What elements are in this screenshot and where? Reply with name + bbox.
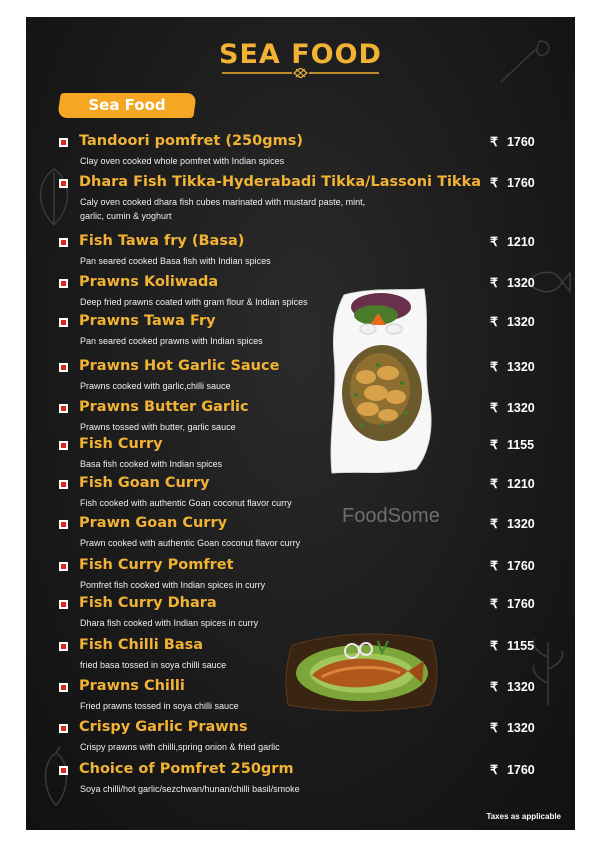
currency-symbol: ₹ [490, 517, 498, 531]
currency-symbol: ₹ [490, 763, 498, 777]
bullet-icon [59, 600, 68, 609]
item-price-value: 1210 [506, 235, 535, 249]
item-price [490, 558, 535, 573]
currency-symbol: ₹ [490, 360, 498, 374]
prawns-plate-image [326, 285, 436, 477]
item-name: Fish Curry [79, 436, 163, 452]
item-price [490, 437, 534, 452]
taxes-note: Taxes as applicable [486, 812, 561, 821]
bullet-icon [59, 279, 68, 288]
item-name: Fish Goan Curry [79, 475, 210, 491]
item-price [490, 175, 535, 190]
item-name: Fish Chilli Basa [79, 637, 204, 653]
bullet-icon [59, 238, 68, 247]
currency-symbol: ₹ [490, 559, 498, 573]
section-tag-label: Sea Food [88, 96, 166, 114]
item-price [490, 638, 534, 653]
bullet-icon [59, 480, 68, 489]
item-description: Pan seared cooked Basa ﬁsh with Indian spices [80, 256, 271, 266]
item-description: Fried prawns tossed in soya chilli sauce [80, 701, 239, 711]
currency-symbol: ₹ [490, 401, 498, 415]
item-price-value: 1210 [506, 477, 535, 491]
item-name: Fish Tawa fry (Basa) [79, 233, 245, 249]
currency-symbol: ₹ [490, 235, 498, 249]
item-price-value: 1760 [506, 176, 535, 190]
item-price-value: 1760 [506, 597, 535, 611]
item-description: Prawns tossed with butter, garlic sauce [80, 422, 236, 432]
bullet-icon [59, 642, 68, 651]
item-description: Basa ﬁsh cooked with Indian spices [80, 459, 223, 469]
item-price-value: 1155 [506, 438, 535, 452]
item-description: Deep fried prawns coated with gram ﬂour & Indian spices [80, 297, 308, 307]
item-price [490, 476, 535, 491]
item-name: Fish Curry Pomfret [79, 557, 234, 573]
bullet-icon [59, 441, 68, 450]
item-price [490, 762, 535, 777]
menu-board [26, 17, 575, 830]
item-description: Prawn cooked with authentic Goan coconut ﬂavor curry [80, 538, 301, 548]
item-price-value: 1320 [506, 315, 535, 329]
currency-symbol: ₹ [490, 315, 498, 329]
leaf-doodle-icon [34, 167, 74, 227]
item-description: Dhara ﬁsh cooked with Indian spices in curry [80, 618, 259, 628]
currency-symbol: ₹ [490, 276, 498, 290]
bullet-icon [59, 138, 68, 147]
bullet-icon [59, 683, 68, 692]
bullet-icon [59, 318, 68, 327]
item-name: Dhara Fish Tikka-Hyderabadi Tikka/Lassoni Tikka [79, 174, 481, 190]
item-description: Fish cooked with authentic Goan coconut ﬂavor curry [80, 498, 292, 508]
item-price-value: 1155 [506, 639, 535, 653]
currency-symbol: ₹ [490, 438, 498, 452]
item-price-value: 1320 [506, 276, 535, 290]
section-tag [57, 93, 197, 118]
item-name: Prawns Tawa Fry [79, 313, 216, 329]
item-price [490, 720, 535, 735]
item-price-value: 1320 [506, 360, 535, 374]
item-name: Crispy Garlic Prawns [79, 719, 248, 735]
item-description: Pan seared cooked prawns with Indian spices [80, 336, 263, 346]
item-price [490, 359, 535, 374]
item-name: Prawns Butter Garlic [79, 399, 249, 415]
item-price-value: 1760 [506, 763, 535, 777]
bullet-icon [59, 724, 68, 733]
title-flourish-icon [222, 68, 379, 78]
bullet-icon [59, 520, 68, 529]
item-price-value: 1320 [506, 401, 535, 415]
item-price-value: 1760 [506, 135, 535, 149]
item-price [490, 234, 535, 249]
item-description: Clay oven cooked whole pomfret with Indian spices [80, 156, 285, 166]
item-description: Crispy prawns with chilli,spring onion & fried garlic [80, 742, 280, 752]
item-description: Soya chilli/hot garlic/sezchwan/hunan/chilli basil/smoke [80, 784, 300, 794]
item-name: Prawns Chilli [79, 678, 185, 694]
item-description: Prawns cooked with garlic,chilli sauce [80, 381, 231, 391]
watermark: FoodSome [342, 505, 440, 527]
bullet-icon [59, 404, 68, 413]
currency-symbol: ₹ [490, 639, 498, 653]
item-description: Caly oven cooked dhara ﬁsh cubes marinated with mustard paste, mint, garlic, cumin & yoghurt [80, 197, 366, 221]
item-price [490, 314, 535, 329]
item-description: Pomfret ﬁsh cooked with Indian spices in curry [80, 580, 266, 590]
item-price [490, 516, 535, 531]
fish-sizzler-image [282, 627, 442, 713]
currency-symbol: ₹ [490, 597, 498, 611]
item-name: Prawn Goan Curry [79, 515, 228, 531]
currency-symbol: ₹ [490, 680, 498, 694]
item-price [490, 596, 535, 611]
item-price [490, 134, 535, 149]
item-price-value: 1320 [506, 721, 535, 735]
bullet-icon [59, 562, 68, 571]
item-name: Fish Curry Dhara [79, 595, 217, 611]
currency-symbol: ₹ [490, 135, 498, 149]
item-price [490, 400, 535, 415]
item-price [490, 275, 535, 290]
bullet-icon [59, 766, 68, 775]
item-name: Prawns Koliwada [79, 274, 219, 290]
item-description: fried basa tossed in soya chilli sauce [80, 660, 227, 670]
currency-symbol: ₹ [490, 721, 498, 735]
item-price-value: 1320 [506, 680, 535, 694]
bullet-icon [59, 363, 68, 372]
currency-symbol: ₹ [490, 176, 498, 190]
bullet-icon [59, 179, 68, 188]
item-price [490, 679, 535, 694]
item-price-value: 1320 [506, 517, 535, 531]
item-price-value: 1760 [506, 559, 535, 573]
pepper-doodle-icon [36, 747, 76, 807]
page-title: SEA FOOD [219, 39, 382, 70]
item-name: Tandoori pomfret (250gms) [79, 133, 303, 149]
item-name: Prawns Hot Garlic Sauce [79, 358, 280, 374]
currency-symbol: ₹ [490, 477, 498, 491]
item-name: Choice of Pomfret 250grm [79, 761, 294, 777]
